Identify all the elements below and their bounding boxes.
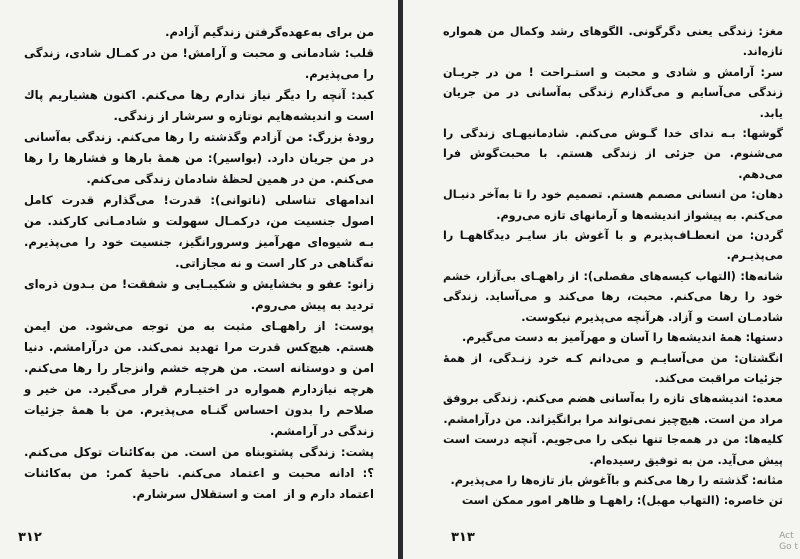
paragraph: کلیه‌ها: من در همه‌جا تنها نیکی را می‌جویم. آنچه درست است پیش می‌آید. من به توفیق رسیده‌ام. [443,433,783,467]
paragraph: قلب: شادمانی و محبت و آرامش! من در کمـال شادی، زندگی را می‌پذیرم. [24,46,374,81]
paragraph: مغز: زندگی یعنی دگرگونی. الگوهای رشد وکمال من همواره تازه‌اند. [443,25,783,59]
paragraph: کبد: آنچه را دیگر نیاز ندارم رها می‌کنم. اکنون هشیاریم پاك است و اندیشه‌هایم نوتازه و سرشار از زندگی. [24,88,374,123]
paragraph: سر: آرامش و شادی و محبت و استـراحت ! من در جریـان زندگی می‌آسایم و می‌گذارم زندگی به‌آسانی در من جریان یابد. [443,65,783,120]
paragraph: انگشتان: من می‌آسایـم و می‌دانم کـه خرد زنـدگی، از همهٔ جزئیات مراقبت می‌کند. [443,351,783,385]
paragraph: زانو: عفو و بخشایش و شکیبـایی و شفقت! من بـدون ذره‌ای تردید به پیش می‌روم. [24,277,374,312]
paragraph: دهان: من انسانی مصمم هستم. تصمیم خود را تا به‌آخر دنبـال می‌کنم. به پیشواز اندیشه‌ها و آرمانهای تازه می‌روم. [443,188,783,222]
paragraph: گوشها: بـه ندای خدا گـوش می‌کنم. شادمانیهـای زندگی را می‌شنوم. من جزئی از زندگی هستم. با محبت‌گوش فرا می‌دهم. [443,127,783,181]
right-page [403,0,800,559]
paragraph: پشت: زندگی پشتوبناه من است. من به‌کائنات توکل می‌کنم. ؟: ادانه محبت و اعتماد می‌کنم. ناحیهٔ کمر: من به‌کائنات اعتماد دارم و از ‌ امت و استقلال سرشارم. [24,445,374,501]
left-page-text [24,22,374,505]
paragraph: من برای به‌عهده‌گرفتن زندگیم آزادم. [165,25,374,39]
paragraph: مثانه: گذشته را رها می‌کنم و باآغوش باز تازه‌ها را می‌پذیرم. [450,473,783,487]
watermark-line: Act [779,531,794,541]
watermark-line: Go t [779,542,798,552]
paragraph: رودهٔ بزرگ: من آزادم وگذشته را رها می‌کنم. زندگی به‌آسانی در من جریان دارد. (بواسیر): من همهٔ بارها و فشارها را رها می‌کنم. من در همین لحظهٔ شادمان زندگی می‌کنم. [24,130,374,186]
paragraph: اندامهای تناسلی (ناتوانی): قدرت! می‌گذارم قدرت کامل اصول جنسیت من، درکمـال سهولت و شادمـانی کارکند. من بـه شیوه‌ای مهرآمیز وسرورانگیز، جنسیت خود را می‌پذیرم. نه‌گناهی در کار است و نه مجازاتی. [24,193,374,270]
paragraph: دستها: همهٔ اندیشه‌ها را آسان و مهرآمیز به دست می‌گیرم. [462,331,783,345]
paragraph: پوست: از راههـای مثبت به من توجه می‌شود. من ایمن هستم. هیچ‌کس قدرت مرا تهدید نمی‌کند. من درآرامشم. دنیا امن و دوستانه است. من هرچه خشم وانزجار را رها می‌کنم. هرچه نیازدارم همواره در اختیـارم قرار می‌گیرد. من خیر و صلاحم را بدون احساس گنـاه می‌پذیرم. من با همهٔ جزئیات زندگی در آرامشم. [24,319,374,438]
left-page [0,0,398,559]
right-page-text [443,22,783,512]
paragraph: تن خاصره: (التهاب مهبل): راههـا و ظاهر امور ممکن است [461,494,783,508]
page-number: ۳۱۳ [451,530,475,545]
paragraph: شانه‌ها: (التهاب کیسه‌های مفصلی): از راههـای بی‌آزار، خشم خود را رها می‌کنم. محبت، رها می‌کند و می‌آساید. زندگی شادمـان است و آزاد. هرآنچه می‌پذیرم نیکوست. [443,269,783,324]
page-number: ۳۱۲ [18,530,42,545]
paragraph: معده: اندیشه‌های تازه را به‌آسانی هضم می‌کنم. زندگی بروفق مراد من است. هیچ‌چیز نمی‌تواند مرا برانگیزاند. من درآرامشم. [443,392,783,426]
paragraph: گردن: من انعطـاف‌پذیرم و با آغوش باز سایـر دیدگاههـا را می‌پذیـرم. [443,229,783,263]
activation-watermark [779,531,798,553]
